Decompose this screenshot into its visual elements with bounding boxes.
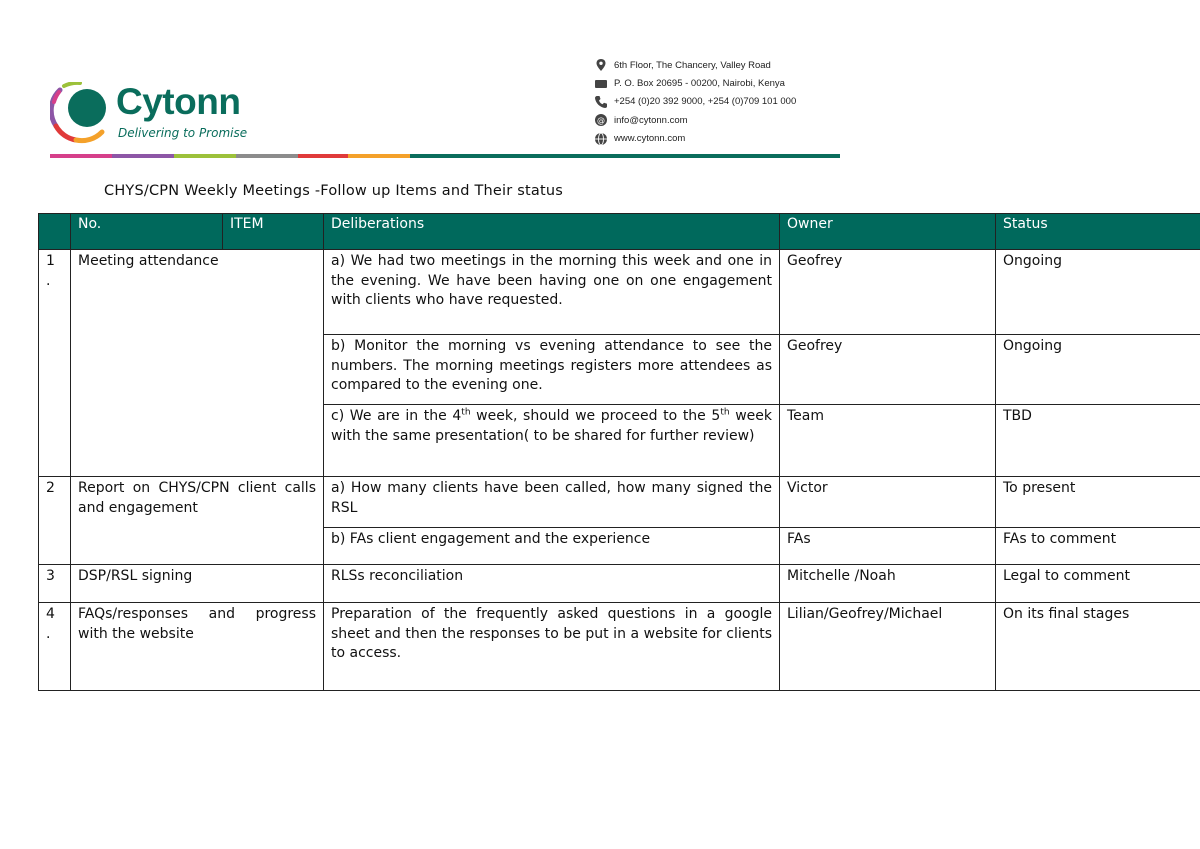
cytonn-logo (50, 82, 280, 144)
mailbox-icon (594, 77, 608, 91)
brand-color-rule (50, 154, 840, 158)
header-deliberations: Deliberations (324, 214, 780, 250)
header-blank (39, 214, 71, 250)
location-pin-icon (594, 58, 608, 72)
phone-icon (594, 95, 608, 109)
rule-segment-grey (236, 154, 298, 158)
cytonn-logo-mark (50, 82, 114, 144)
rule-segment-green (174, 154, 236, 158)
row-item: FAQs/responses and progress with the website (71, 603, 324, 691)
svg-text:@: @ (597, 116, 605, 126)
row-deliberation: RLSs reconciliation (324, 565, 780, 603)
row-owner: FAs (780, 528, 996, 565)
brand-name: Cytonn (116, 81, 241, 122)
header-owner: Owner (780, 214, 996, 250)
rule-segment-pink (50, 154, 112, 158)
rule-segment-red (298, 154, 348, 158)
contact-website[interactable]: www.cytonn.com (594, 130, 854, 148)
row-number: 2 (39, 477, 71, 565)
table-row (39, 477, 1200, 528)
row-item: Report on CHYS/CPN client calls and engagement (71, 477, 324, 565)
header-no: No. (71, 214, 223, 250)
row-status: Ongoing (996, 250, 1200, 335)
contact-email[interactable]: @ info@cytonn.com (594, 111, 854, 129)
row-deliberation: a) We had two meetings in the morning this week and one in the evening. We have been having one on one engagement with clients who have requested. (324, 250, 780, 335)
row-status: Legal to comment (996, 565, 1200, 603)
table-header-row (39, 214, 1200, 250)
row-owner: Geofrey (780, 335, 996, 405)
row-owner: Lilian/Geofrey/Michael (780, 603, 996, 691)
row-number: 1 . (39, 250, 71, 477)
row-deliberation: b) Monitor the morning vs evening attendance to see the numbers. The morning meetings registers more attendees as compared to the evening one. (324, 335, 780, 405)
row-status: FAs to comment (996, 528, 1200, 565)
document-title: CHYS/CPN Weekly Meetings -Follow up Items and Their status (104, 183, 563, 199)
rule-segment-teal (410, 154, 840, 158)
table-row (39, 250, 1200, 335)
table-row (39, 565, 1200, 603)
contact-address: 6th Floor, The Chancery, Valley Road (594, 56, 854, 74)
rule-segment-purple (112, 154, 174, 158)
row-item: Meeting attendance (71, 250, 324, 477)
contact-pobox: P. O. Box 20695 - 00200, Nairobi, Kenya (594, 74, 854, 92)
rule-segment-orange (348, 154, 410, 158)
row-deliberation: c) We are in the 4th week, should we proceed to the 5th week with the same presentation( to be shared for further review) (324, 405, 780, 477)
contact-block (594, 56, 854, 148)
brand-tagline: Delivering to Promise (118, 126, 248, 140)
row-deliberation: Preparation of the frequently asked questions in a google sheet and then the responses to be put in a website for clients to access. (324, 603, 780, 691)
contact-phone: +254 (0)20 392 9000, +254 (0)709 101 000 (594, 93, 854, 111)
row-item: DSP/RSL signing (71, 565, 324, 603)
header-status: Status (996, 214, 1200, 250)
email-icon (594, 113, 608, 127)
row-status: TBD (996, 405, 1200, 477)
row-status: To present (996, 477, 1200, 528)
row-deliberation: b) FAs client engagement and the experience (324, 528, 780, 565)
row-owner: Geofrey (780, 250, 996, 335)
row-number: 4 . (39, 603, 71, 691)
row-number: 3 (39, 565, 71, 603)
row-status: Ongoing (996, 335, 1200, 405)
follow-up-table (38, 213, 1200, 691)
globe-icon (594, 132, 608, 146)
row-owner: Mitchelle /Noah (780, 565, 996, 603)
table-row (39, 603, 1200, 691)
header-item: ITEM (223, 214, 324, 250)
row-status: On its final stages (996, 603, 1200, 691)
row-owner: Victor (780, 477, 996, 528)
row-owner: Team (780, 405, 996, 477)
row-deliberation: a) How many clients have been called, how many signed the RSL (324, 477, 780, 528)
